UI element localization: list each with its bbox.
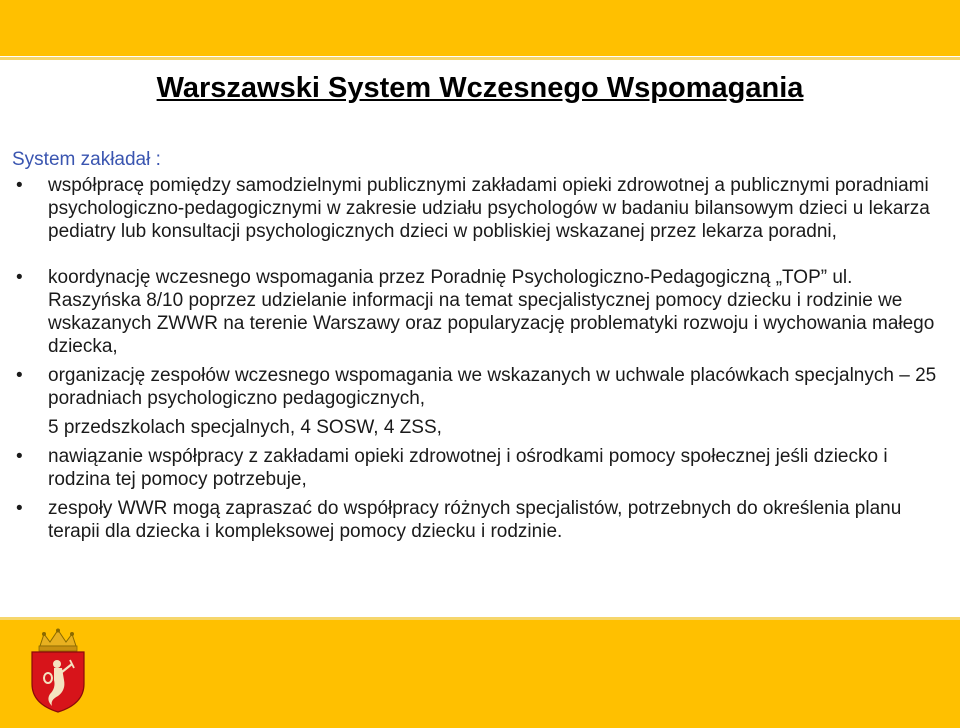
list-item-text: koordynację wczesnego wspomagania przez Poradnię Psychologiczno-Pedagogiczną „TOP” ul. Raszyńska 8/10 poprzez udzielanie informacji na temat specjalistycznej pomocy dziecku i rodzinie we wskazanych ZWWR na terenie Warszawy oraz popularyzację problematyki rozwoju i wychowania małego dziecka, [48,267,935,357]
top-stripe [0,57,960,60]
list-item-text: zespoły WWR mogą zapraszać do współpracy różnych specjalistów, potrzebnych do określenia planu terapii dla dziecka i kompleksowej pomocy dziecku i rodzinie. [48,498,902,542]
top-band [0,0,960,56]
list-item [16,174,944,243]
bullet-icon: • [16,267,23,288]
bullet-icon: • [16,498,23,519]
list-item [16,364,944,410]
bullet-icon: • [16,365,23,386]
list-item [16,266,944,358]
bullet-icon: • [16,446,23,467]
list-item [16,497,944,543]
page-subtitle: System zakładał : [12,149,161,170]
bullet-list [16,174,944,543]
list-item-text: organizację zespołów wczesnego wspomagania we wskazanych w uchwale placówkach specjalnych – 25 poradniach psychologiczno pedagogicznych, [48,365,937,409]
list-item-text: współpracę pomiędzy samodzielnymi publicznymi zakładami opieki zdrowotnej a publicznymi poradniami psychologiczno-pedagogicznymi w zakresie udziału psychologów w badaniu bilansowym dzieci u lekarza pediatry lub konsultacji psychologicznych dzieci w pobliskiej wskazanej przez lekarza poradni, [48,175,930,242]
list-item-text: nawiązanie współpracy z zakładami opieki zdrowotnej i ośrodkami pomocy społecznej jeśli dziecko i rodzina tej pomocy potrzebuje, [48,446,888,490]
bottom-band [0,620,960,728]
warsaw-coat-of-arms-icon [26,628,90,714]
list-item [16,445,944,491]
bullet-icon: • [16,175,23,196]
list-item-continuation: 5 przedszkolach specjalnych, 4 SOSW, 4 ZSS, [48,417,442,438]
page-title: Warszawski System Wczesnego Wspomagania [156,72,804,104]
